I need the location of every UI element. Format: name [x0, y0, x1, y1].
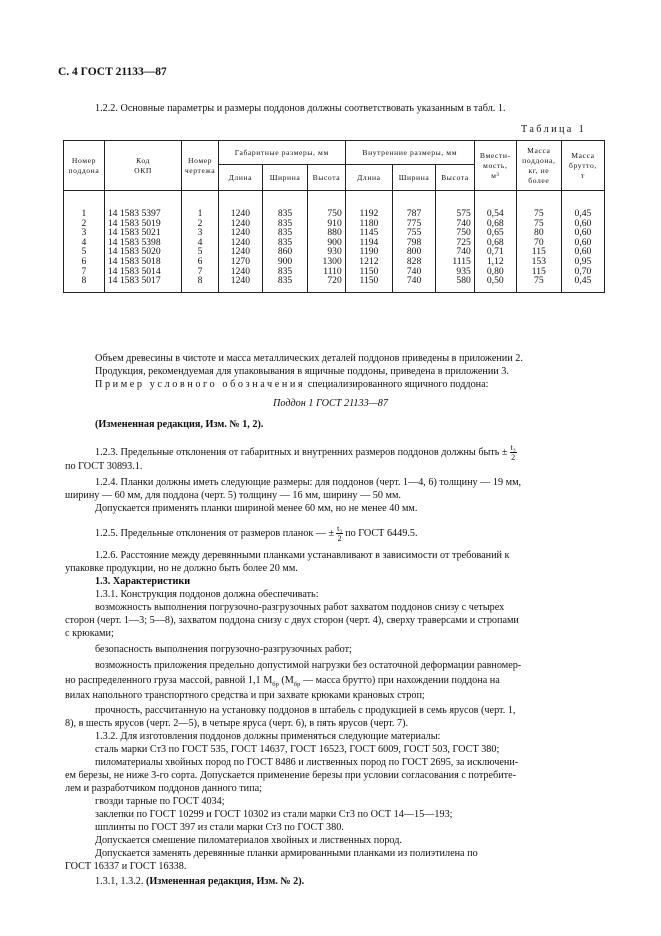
cell-overall-width: 835: [262, 228, 307, 238]
cell-overall-length: 1240: [218, 238, 262, 248]
cell-overall-height: 880: [308, 228, 346, 238]
cell-gross-mass: 0,60: [561, 247, 604, 257]
cell-drawing-number: 7: [182, 267, 219, 277]
page-header: С. 4 ГОСТ 21133—87: [58, 66, 167, 78]
col-header-net-mass: Масса поддона, кг, не более: [516, 141, 561, 191]
cell-drawing-number: 2: [182, 219, 219, 229]
cell-internal-height: 575: [436, 191, 475, 219]
paragraph-1-3-1-d: безопасность выполнения погрузочно-разгрузочных работ;: [95, 644, 352, 655]
cell-internal-length: 1192: [345, 191, 392, 219]
cell-okp-code: 14 1583 5398: [104, 238, 181, 248]
cell-internal-width: 787: [393, 191, 436, 219]
cell-internal-length: 1150: [345, 267, 392, 277]
cell-internal-width: 800: [393, 247, 436, 257]
paragraph-wood-volume: Объем древесины в чистоте и масса металлических деталей поддонов приведены в приложении 2.: [95, 353, 523, 364]
cell-overall-length: 1240: [218, 228, 262, 238]
cell-internal-height: 740: [436, 219, 475, 229]
cell-overall-length: 1270: [218, 257, 262, 267]
cell-capacity: 0,50: [474, 276, 516, 292]
cell-pallet-number: 1: [64, 191, 105, 219]
edit-note-1: (Измененная редакция, Изм. № 1, 2).: [95, 419, 264, 430]
table-row: [64, 191, 605, 219]
cell-net-mass: 115: [516, 247, 561, 257]
cell-net-mass: 70: [516, 238, 561, 248]
cell-drawing-number: 6: [182, 257, 219, 267]
cell-overall-height: 1110: [308, 267, 346, 277]
paragraph-1-3-2-b: пиломатериалы хвойных пород по ГОСТ 8486 и лиственных пород по ГОСТ 2695, за исключени-: [95, 757, 519, 768]
cell-overall-length: 1240: [218, 219, 262, 229]
cell-net-mass: 75: [516, 191, 561, 219]
paragraph-1-2-2: 1.2.2. Основные параметры и размеры поддонов должны соответствовать указанным в табл. 1.: [95, 103, 506, 114]
designation-example: Поддон 1 ГОСТ 21133—87: [273, 398, 388, 409]
paragraph-1-3-2-h: Допускается смешение пиломатериалов хвойных и лиственных пород.: [95, 835, 402, 846]
cell-net-mass: 153: [516, 257, 561, 267]
cell-overall-height: 1300: [308, 257, 346, 267]
cell-overall-height: 910: [308, 219, 346, 229]
col-header-overall-width: Ширина: [262, 165, 307, 191]
col-header-internal-height: Высота: [436, 165, 475, 191]
cell-gross-mass: 0,60: [561, 228, 604, 238]
paragraph-1-2-6: 1.2.6. Расстояние между деревянными планками устанавливают в зависимости от требований к: [95, 550, 510, 561]
cell-gross-mass: 0,45: [561, 276, 604, 292]
col-header-overall-length: Длина: [218, 165, 262, 191]
cell-net-mass: 115: [516, 267, 561, 277]
cell-internal-length: 1145: [345, 228, 392, 238]
cell-internal-height: 1115: [436, 257, 475, 267]
cell-overall-height: 750: [308, 191, 346, 219]
cell-overall-width: 835: [262, 219, 307, 229]
cell-internal-height: 580: [436, 276, 475, 292]
cell-okp-code: 14 1583 5020: [104, 247, 181, 257]
cell-overall-width: 835: [262, 238, 307, 248]
cell-overall-width: 835: [262, 267, 307, 277]
cell-pallet-number: 7: [64, 267, 105, 277]
cell-internal-length: 1212: [345, 257, 392, 267]
paragraph-1-2-3: 1.2.3. Предельные отклонения от габаритных и внутренних размеров поддонов должны быть ± $\frac{\text{t₃}}{2}$: [95, 443, 516, 462]
paragraph-1-3-1-f: но распределенного груза массой, равной 1,1 $M_{бр}$ ($M_{бр}$ — масса брутто) при нахождении поддона на: [65, 675, 500, 689]
col-header-drawing-number: Номер чертежа: [182, 141, 219, 191]
col-header-overall-height: Высота: [308, 165, 346, 191]
col-header-overall-dimensions: Габаритные размеры, мм: [218, 141, 345, 165]
paragraph-1-3-1-g: вилах напольного транспортного средства и при захвате крюками крановых строп;: [65, 690, 425, 701]
cell-okp-code: 14 1583 5397: [104, 191, 181, 219]
paragraph-1-3-2-c: ем березы, не ниже 3-го сорта. Допускается применение березы при условии согласования с потребите-: [65, 770, 517, 781]
cell-pallet-number: 5: [64, 247, 105, 257]
paragraph-1-3-1-h: прочность, рассчитанную на установку поддонов в штабель с продукцией в семь ярусов (черт. 1,: [95, 705, 516, 716]
paragraph-1-2-3-cont: по ГОСТ 30893.1.: [65, 461, 143, 472]
cell-gross-mass: 0,60: [561, 219, 604, 229]
fraction-t3-over-2-b: $\frac{\text{t₃}}{2}$: [337, 524, 343, 543]
cell-overall-width: 860: [262, 247, 307, 257]
cell-internal-width: 798: [393, 238, 436, 248]
cell-pallet-number: 8: [64, 276, 105, 292]
cell-net-mass: 75: [516, 219, 561, 229]
table-body: [64, 191, 605, 293]
col-header-capacity: Вмести- мость, м³: [474, 141, 516, 191]
cell-pallet-number: 3: [64, 228, 105, 238]
cell-drawing-number: 3: [182, 228, 219, 238]
cell-internal-width: 828: [393, 257, 436, 267]
parameters-table: [63, 140, 605, 293]
paragraph-1-2-4: 1.2.4. Планки должны иметь следующие размеры: для поддонов (черт. 1—4, 6) толщину — 19 мм,: [95, 477, 522, 488]
col-header-okp-code: Код ОКП: [104, 141, 181, 191]
paragraph-1-3-1-i: 8), в шесть ярусов (черт. 2—5), в четыре яруса (черт. 6), в пять ярусов (черт. 7).: [65, 718, 409, 729]
paragraph-1-3-2-f: заклепки по ГОСТ 10299 и ГОСТ 10302 из стали марки Ст3 по ОСТ 14—15—193;: [95, 809, 453, 820]
cell-overall-width: 900: [262, 257, 307, 267]
cell-gross-mass: 0,70: [561, 267, 604, 277]
paragraph-1-2-4-note: Допускается применять планки шириной менее 60 мм, но не менее 40 мм.: [95, 503, 418, 514]
cell-internal-length: 1190: [345, 247, 392, 257]
section-1-3-title: 1.3. Характеристики: [95, 576, 191, 587]
cell-capacity: 1,12: [474, 257, 516, 267]
paragraph-1-3-1-a: возможность выполнения погрузочно-разгрузочных работ захватом поддонов снизу с четырех: [95, 602, 505, 613]
paragraph-1-2-6-cont: упаковке продукции, но не должно быть более 20 мм.: [65, 563, 298, 574]
col-header-pallet-number: Номер поддона: [64, 141, 105, 191]
paragraph-1-3-1-b: сторон (черт. 1—3; 5—8), захватом поддона снизу с двух сторон (черт. 4), сверху траверсами и стропами: [65, 615, 519, 626]
paragraph-1-3-2-j: ГОСТ 16337 и ГОСТ 16338.: [65, 861, 187, 872]
cell-drawing-number: 1: [182, 191, 219, 219]
cell-pallet-number: 6: [64, 257, 105, 267]
col-header-internal-length: Длина: [345, 165, 392, 191]
col-header-internal-dimensions: Внутренние размеры, мм: [345, 141, 474, 165]
cell-capacity: 0,71: [474, 247, 516, 257]
table-row: [64, 276, 605, 292]
paragraph-1-3-2-i: Допускается заменять деревянные планки армированными планками из полиэтилена по: [95, 848, 478, 859]
cell-drawing-number: 8: [182, 276, 219, 292]
cell-internal-height: 750: [436, 228, 475, 238]
cell-overall-length: 1240: [218, 276, 262, 292]
fraction-t3-over-2: $\frac{\text{t₃}}{2}$: [510, 443, 516, 462]
cell-internal-height: 725: [436, 238, 475, 248]
cell-overall-length: 1240: [218, 247, 262, 257]
cell-internal-width: 740: [393, 276, 436, 292]
cell-gross-mass: 0,95: [561, 257, 604, 267]
paragraph-1-3-1: 1.3.1. Конструкция поддонов должна обеспечивать:: [95, 589, 319, 600]
cell-net-mass: 80: [516, 228, 561, 238]
cell-capacity: 0,54: [474, 191, 516, 219]
cell-gross-mass: 0,45: [561, 191, 604, 219]
paragraph-recommended-products: Продукция, рекомендуемая для упаковывания в ящичные поддоны, приведена в приложении 3.: [95, 366, 509, 377]
cell-capacity: 0,68: [474, 238, 516, 248]
cell-okp-code: 14 1583 5018: [104, 257, 181, 267]
cell-overall-length: 1240: [218, 267, 262, 277]
cell-capacity: 0,65: [474, 228, 516, 238]
cell-overall-width: 835: [262, 191, 307, 219]
paragraph-1-3-1-c: с крюками;: [65, 628, 114, 639]
paragraph-designation-example: Пример условного обозначения специализированного ящичного поддона:: [95, 379, 489, 390]
cell-pallet-number: 4: [64, 238, 105, 248]
paragraph-1-3-2-d: лем и разработчиком поддонов данного типа;: [65, 783, 262, 794]
cell-overall-length: 1240: [218, 191, 262, 219]
col-header-gross-mass: Масса брутто, т: [561, 141, 604, 191]
cell-internal-width: 740: [393, 267, 436, 277]
paragraph-1-3-1-e: возможность приложения предельно допустимой нагрузки без остаточной деформации равномер-: [95, 660, 522, 671]
paragraph-1-3-2-e: гвозди тарные по ГОСТ 4034;: [95, 796, 225, 807]
edit-note-2: 1.3.1, 1.3.2. (Измененная редакция, Изм. № 2).: [95, 876, 305, 887]
cell-okp-code: 14 1583 5019: [104, 219, 181, 229]
table-label: Таблица 1: [521, 124, 587, 135]
cell-capacity: 0,80: [474, 267, 516, 277]
cell-internal-length: 1180: [345, 219, 392, 229]
cell-gross-mass: 0,60: [561, 238, 604, 248]
paragraph-1-2-5: 1.2.5. Предельные отклонения от размеров планок — ± $\frac{\text{t₃}}{2}$ по ГОСТ 6449.5.: [95, 524, 418, 543]
cell-internal-width: 775: [393, 219, 436, 229]
paragraph-1-3-2-a: сталь марки Ст3 по ГОСТ 535, ГОСТ 14637, ГОСТ 16523, ГОСТ 6009, ГОСТ 503, ГОСТ 380;: [95, 744, 500, 755]
cell-drawing-number: 4: [182, 238, 219, 248]
cell-capacity: 0,68: [474, 219, 516, 229]
cell-net-mass: 75: [516, 276, 561, 292]
cell-internal-height: 740: [436, 247, 475, 257]
cell-okp-code: 14 1583 5017: [104, 276, 181, 292]
cell-okp-code: 14 1583 5014: [104, 267, 181, 277]
cell-pallet-number: 2: [64, 219, 105, 229]
cell-okp-code: 14 1583 5021: [104, 228, 181, 238]
cell-drawing-number: 5: [182, 247, 219, 257]
cell-internal-height: 935: [436, 267, 475, 277]
cell-internal-length: 1150: [345, 276, 392, 292]
paragraph-1-3-2-g: шплинты по ГОСТ 397 из стали марки Ст3 по ГОСТ 380.: [95, 822, 344, 833]
cell-internal-width: 755: [393, 228, 436, 238]
paragraph-1-2-4-cont: ширину — 60 мм, для поддона (черт. 5) толщину — 16 мм, ширину — 50 мм.: [65, 490, 401, 501]
cell-internal-length: 1194: [345, 238, 392, 248]
cell-overall-width: 835: [262, 276, 307, 292]
cell-overall-height: 900: [308, 238, 346, 248]
paragraph-1-3-2: 1.3.2. Для изготовления поддонов должны применяться следующие материалы:: [95, 731, 441, 742]
cell-overall-height: 720: [308, 276, 346, 292]
cell-overall-height: 930: [308, 247, 346, 257]
col-header-internal-width: Ширина: [393, 165, 436, 191]
